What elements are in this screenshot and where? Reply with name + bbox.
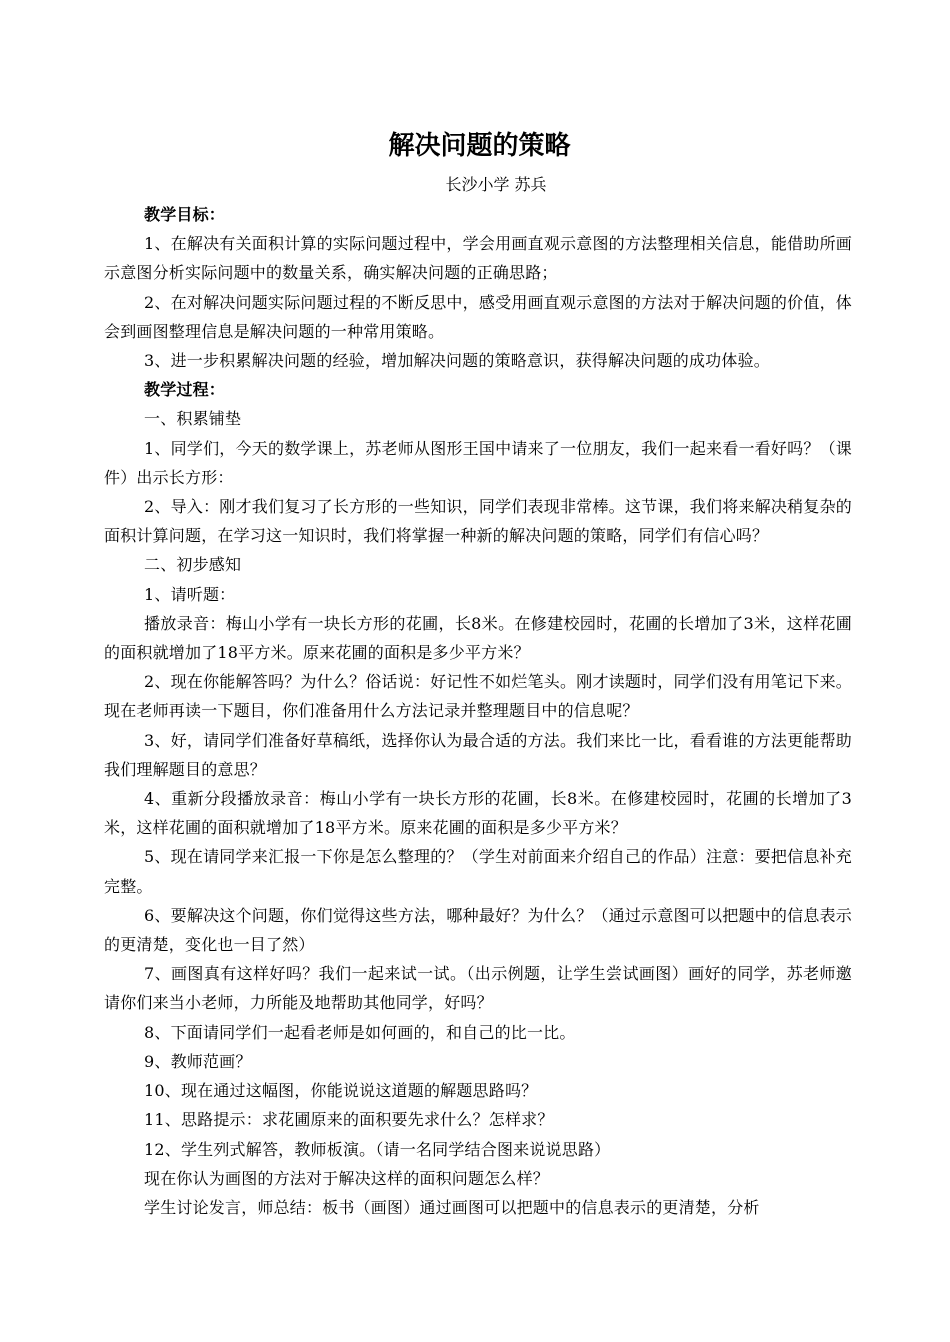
paragraph: 一、积累铺垫 — [144, 409, 242, 429]
paragraph: 3、好，请同学们准备好草稿纸，选择你认为最合适的方法。我们来比一比，看看谁的方法更能帮助我们理解题目的意思？ — [104, 730, 852, 779]
document-page — [104, 122, 852, 1222]
paragraph: 1、同学们，今天的数学课上，苏老师从图形王国中请来了一位朋友，我们一起来看一看好吗？（课件）出示长方形： — [104, 438, 852, 487]
paragraph: 学生讨论发言，师总结：板书（画图）通过画图可以把题中的信息表示的更清楚，分析 — [144, 1197, 760, 1217]
paragraph: 5、现在请同学来汇报一下你是怎么整理的？（学生对前面来介绍自己的作品）注意：要把信息补充完整。 — [104, 847, 852, 896]
paragraph: 2、导入：刚才我们复习了长方形的一些知识，同学们表现非常棒。这节课，我们将来解决稍复杂的面积计算问题，在学习这一知识时，我们将掌握一种新的解决问题的策略，同学们有信心吗？ — [104, 497, 852, 546]
paragraph: 7、画图真有这样好吗？我们一起来试一试。（出示例题，让学生尝试画图）画好的同学，苏老师邀请你们来当小老师，力所能及地帮助其他同学，好吗？ — [104, 964, 852, 1013]
paragraph: 二、初步感知 — [144, 555, 242, 575]
section-heading: 教学目标： — [144, 205, 226, 224]
paragraph: 12、学生列式解答，教师板演。（请一名同学结合图来说说思路） — [144, 1139, 611, 1159]
paragraph: 播放录音：梅山小学有一块长方形的花圃，长8米。在修建校园时，花圃的长增加了3米，这样花圃的面积就增加了18平方米。原来花圃的面积是多少平方米？ — [104, 613, 852, 663]
document-title: 解决问题的策略 — [388, 131, 571, 161]
paragraph: 4、重新分段播放录音：梅山小学有一块长方形的花圃，长8米。在修建校园时，花圃的长增加了3米，这样花圃的面积就增加了18平方米。原来花圃的面积是多少平方米？ — [104, 789, 852, 838]
paragraph: 3、进一步积累解决问题的经验，增加解决问题的策略意识，获得解决问题的成功体验。 — [144, 351, 770, 371]
paragraph: 1、在解决有关面积计算的实际问题过程中，学会用画直观示意图的方法整理相关信息，能借助所画示意图分析实际问题中的数量关系，确实解决问题的正确思路； — [104, 234, 852, 283]
section-heading: 教学过程： — [144, 380, 226, 400]
paragraph: 现在你认为画图的方法对于解决这样的面积问题怎么样？ — [144, 1168, 550, 1188]
document-body — [104, 200, 852, 1222]
paragraph: 1、请听题： — [144, 584, 236, 604]
paragraph: 11、思路提示：求花圃原来的面积要先求什么？怎样求？ — [144, 1110, 554, 1130]
paragraph: 8、下面请同学们一起看老师是如何画的，和自己的比一比。 — [144, 1022, 576, 1042]
paragraph: 10、现在通过这幅图，你能说说这道题的解题思路吗？ — [144, 1081, 538, 1101]
paragraph: 6、要解决这个问题，你们觉得这些方法，哪种最好？为什么？（通过示意图可以把题中的信息表示的更清楚，变化也一目了然） — [104, 905, 852, 955]
paragraph: 2、在对解决问题实际问题过程的不断反思中，感受用画直观示意图的方法对于解决问题的价值，体会到画图整理信息是解决问题的一种常用策略。 — [104, 292, 852, 341]
document-author: 长沙小学 苏兵 — [445, 175, 547, 194]
paragraph: 2、现在你能解答吗？为什么？俗话说：好记性不如烂笔头。刚才读题时，同学们没有用笔记下来。现在老师再读一下题目，你们准备用什么方法记录并整理题目中的信息呢？ — [104, 672, 852, 721]
paragraph: 9、教师范画？ — [144, 1051, 252, 1071]
